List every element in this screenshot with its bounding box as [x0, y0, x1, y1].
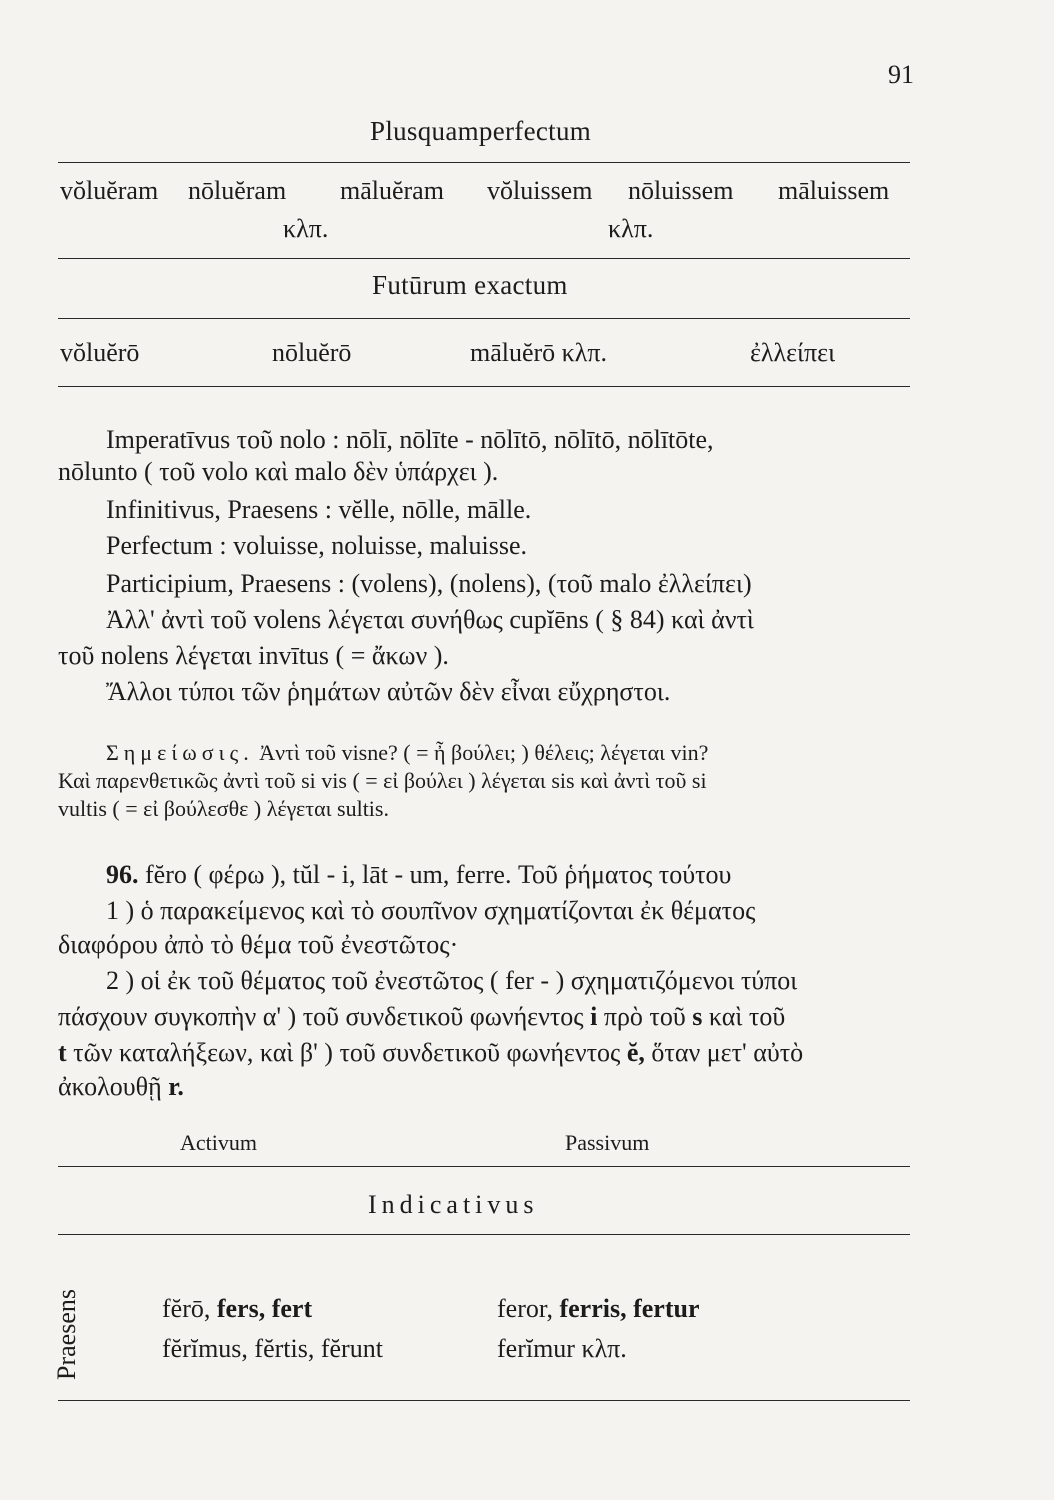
form-voluissem-pqp: vŏluĕram [60, 176, 159, 205]
page-number: 91 [888, 60, 914, 89]
note-line: Καὶ παρενθετικῶς ἀντὶ τοῦ si vis ( = εἰ βούλει ) λέγεται sis καὶ ἀντὶ τοῦ si [58, 768, 707, 793]
conjugation-form: feror, [497, 1294, 553, 1323]
body-line: Ἀλλ' ἀντὶ τοῦ volens λέγεται συνήθως cupĭēns ( § 84) καὶ ἀντὶ [106, 605, 754, 634]
divider [58, 258, 910, 259]
divider [58, 1234, 910, 1235]
form-voluero: vŏluĕrō [60, 338, 140, 367]
section-text: fĕro ( φέρω ), tŭl - i, lāt - um, ferre. Τοῦ ῥήματος τούτου [145, 860, 732, 889]
indicativus-heading: Indicativus [368, 1190, 539, 1219]
bold-letter: r. [168, 1072, 184, 1101]
body-line: Perfectum : voluisse, noluisse, maluisse. [106, 531, 528, 560]
section-96-line: 2 ) οἱ ἐκ τοῦ θέματος τοῦ ἐνεστῶτος ( fer - ) σχηματιζόμενοι τύποι [106, 966, 798, 995]
klp-abbreviation: κλπ. [608, 214, 654, 243]
section-text: πρὸ τοῦ [603, 1002, 686, 1031]
divider [58, 1400, 910, 1401]
form-maluero: māluĕrō κλπ. [470, 338, 608, 367]
body-line: Ἄλλοι τύποι τῶν ῥημάτων αὐτῶν δὲν εἶναι εὔχρηστοι. [106, 677, 671, 706]
section-text: καὶ τοῦ [708, 1002, 786, 1031]
section-96-line: 1 ) ὁ παρακείμενος καὶ τὸ σουπῖνον σχηματίζονται ἐκ θέματος [106, 896, 756, 925]
note-text: Ἀντὶ τοῦ visne? ( = ἦ βούλει; ) θέλεις; λέγεται vin? [259, 740, 709, 765]
bold-letter: t [58, 1038, 67, 1067]
bold-letter: i [590, 1002, 598, 1031]
divider [58, 1166, 910, 1167]
divider [58, 386, 910, 387]
form-maluissem: māluissem [778, 176, 890, 205]
conjugation-form: ferris, fertur [559, 1294, 700, 1323]
bold-letter: s [692, 1002, 703, 1031]
passive-present-row: ferĭmur κλπ. [497, 1334, 627, 1363]
form-noluissem-pqp: nōluĕram [188, 176, 287, 205]
section-96-line: διαφόρου ἀπὸ τὸ θέμα τοῦ ἐνεστῶτος· [58, 930, 459, 959]
praesens-label: Praesens [52, 1289, 81, 1380]
body-line: Imperatīvus τοῦ nolo : nōlī, nōlīte - nōlītō, nōlītō, nōlītōte, [106, 425, 714, 454]
note-line: vultis ( = εἰ βούλεσθε ) λέγεται sultis. [58, 796, 389, 821]
body-line: Infinitivus, Praesens : vĕlle, nōlle, mālle. [106, 495, 532, 524]
conjugation-form: fĕrō, [162, 1294, 211, 1323]
futurum-exactum-heading: Futūrum exactum [372, 270, 568, 300]
body-line: Participium, Praesens : (volens), (nolens), (τοῦ malo ἐλλείπει) [106, 569, 752, 598]
section-text: πάσχουν συγκοπὴν α' ) τοῦ συνδετικοῦ φωνήεντος [58, 1002, 584, 1031]
bold-letter: ĕ, [626, 1038, 645, 1067]
plusquamperfectum-heading: Plusquamperfectum [370, 116, 592, 146]
form-malueram: māluĕram [340, 176, 444, 205]
active-present-row [162, 1294, 312, 1324]
section-text: ὅταν μετ' αὐτὸ [651, 1038, 804, 1067]
body-line: τοῦ nolens λέγεται invītus ( = ἄκων ). [58, 641, 449, 670]
form-noluero: nōluĕrō [272, 338, 352, 367]
form-ellipei: ἐλλείπει [750, 338, 836, 367]
section-96-line [58, 1002, 785, 1032]
divider [58, 318, 910, 319]
passive-present-row [497, 1294, 700, 1324]
active-present-row: fĕrĭmus, fĕrtis, fĕrunt [162, 1334, 383, 1363]
activum-label: Activum [180, 1130, 257, 1155]
form-voluissem: vŏluissem [487, 176, 593, 205]
divider [58, 162, 910, 163]
section-text: τῶν καταλήξεων, καὶ β' ) τοῦ συνδετικοῦ φωνήεντος [73, 1038, 621, 1067]
note-line [106, 740, 708, 766]
section-96-line [58, 1038, 803, 1068]
klp-abbreviation: κλπ. [283, 214, 329, 243]
section-number: 96. [106, 860, 139, 889]
body-line: nōlunto ( τοῦ volo καὶ malo δὲν ὑπάρχει ). [58, 457, 499, 486]
note-label: Σημείωσις. [106, 740, 254, 765]
section-96-line [106, 860, 731, 890]
conjugation-form: fers, fert [216, 1294, 313, 1323]
section-text: ἀκολουθῇ [58, 1072, 162, 1101]
passivum-label: Passivum [565, 1130, 650, 1155]
section-96-line [58, 1072, 184, 1102]
form-noluissem: nōluissem [628, 176, 734, 205]
